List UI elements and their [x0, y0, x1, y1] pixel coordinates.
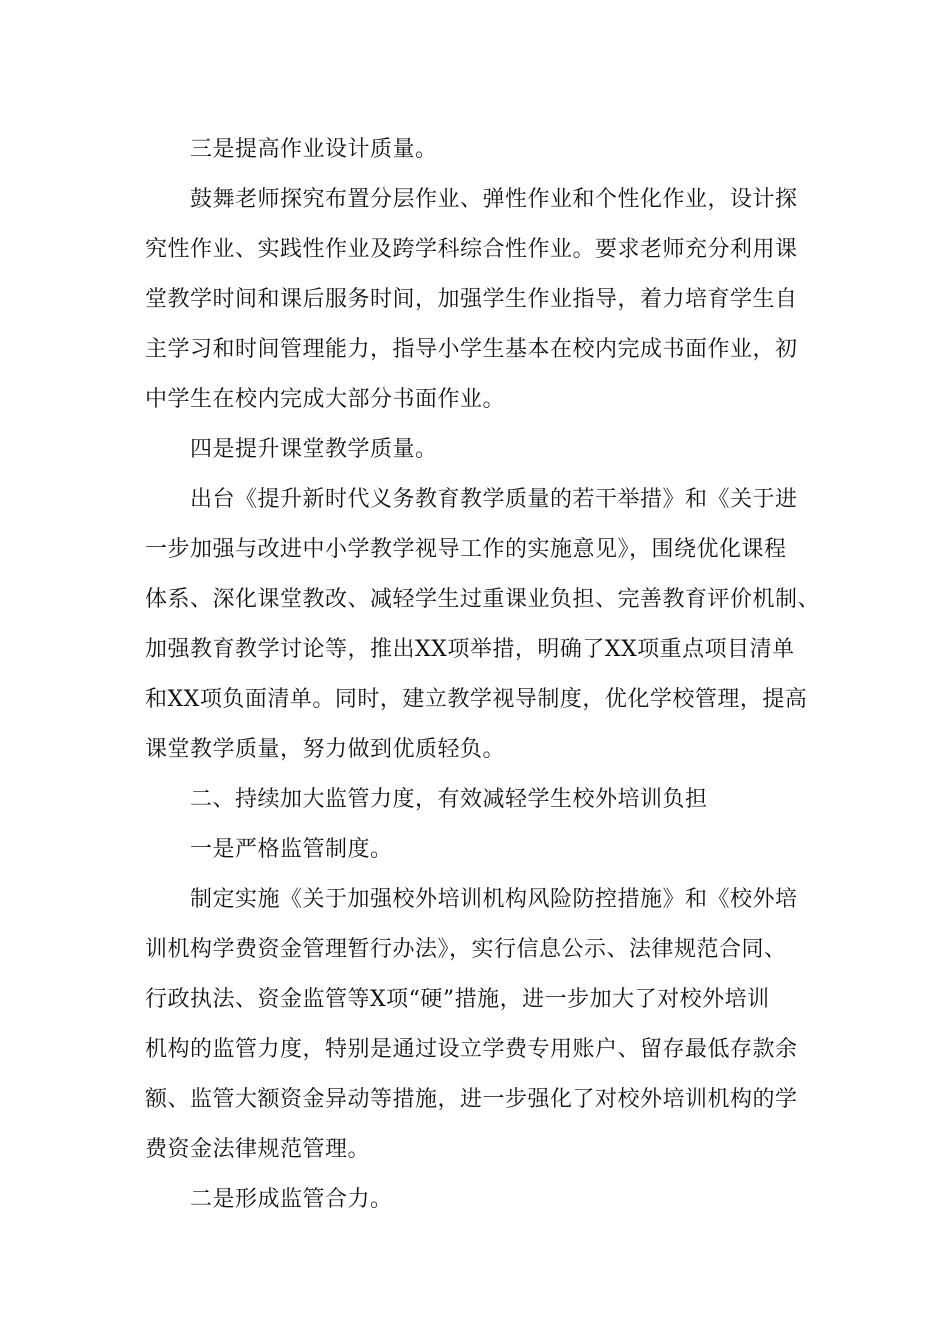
paragraph-line: 制定实施《关于加强校外培训机构风险防控措施》和《校外培	[190, 887, 798, 912]
paragraph-line: 训机构学费资金管理暂行办法》，实行信息公示、法律规范合同、	[145, 937, 787, 962]
paragraph-line: 行政执法、资金监管等X项“硬”措施，进一步加大了对校外培训	[145, 987, 770, 1012]
paragraph-line: 一步加强与改进中小学教学视导工作的实施意见》，围绕优化课程	[145, 537, 787, 562]
paragraph-line: 堂教学时间和课后服务时间，加强学生作业指导，着力培育学生自	[145, 287, 798, 312]
heading-3: 三是提高作业设计质量。	[190, 137, 438, 162]
paragraph-line: 机构的监管力度，特别是通过设立学费专用账户、留存最低存款余	[145, 1037, 798, 1062]
paragraph-line: 加强教育教学讨论等，推出XX项举措，明确了XX项重点项目清单	[145, 637, 795, 662]
paragraph-line: 主学习和时间管理能力，指导小学生基本在校内完成书面作业，初	[145, 337, 798, 362]
paragraph-line: 中学生在校内完成大部分书面作业。	[145, 387, 506, 412]
paragraph-line: 费资金法律规范管理。	[145, 1137, 371, 1162]
paragraph-line: 体系、深化课堂教改、减轻学生过重课业负担、完善教育评价机制、	[145, 587, 821, 612]
paragraph-line: 额、监管大额资金异动等措施，进一步强化了对校外培训机构的学	[145, 1087, 798, 1112]
heading-2: 二是形成监管合力。	[190, 1187, 393, 1212]
paragraph-line: 和XX项负面清单。同时，建立教学视导制度，优化学校管理，提高	[145, 687, 808, 712]
section-heading: 二、持续加大监管力度，有效减轻学生校外培训负担	[190, 787, 708, 812]
paragraph-line: 出台《提升新时代义务教育教学质量的若干举措》和《关于进	[190, 487, 798, 512]
paragraph-line: 究性作业、实践性作业及跨学科综合性作业。要求老师充分利用课	[145, 237, 798, 262]
heading-4: 四是提升课堂教学质量。	[190, 437, 438, 462]
heading-1: 一是严格监管制度。	[190, 837, 393, 862]
paragraph-line: 课堂教学质量，努力做到优质轻负。	[145, 737, 506, 762]
paragraph-line: 鼓舞老师探究布置分层作业、弹性作业和个性化作业，设计探	[190, 187, 798, 212]
